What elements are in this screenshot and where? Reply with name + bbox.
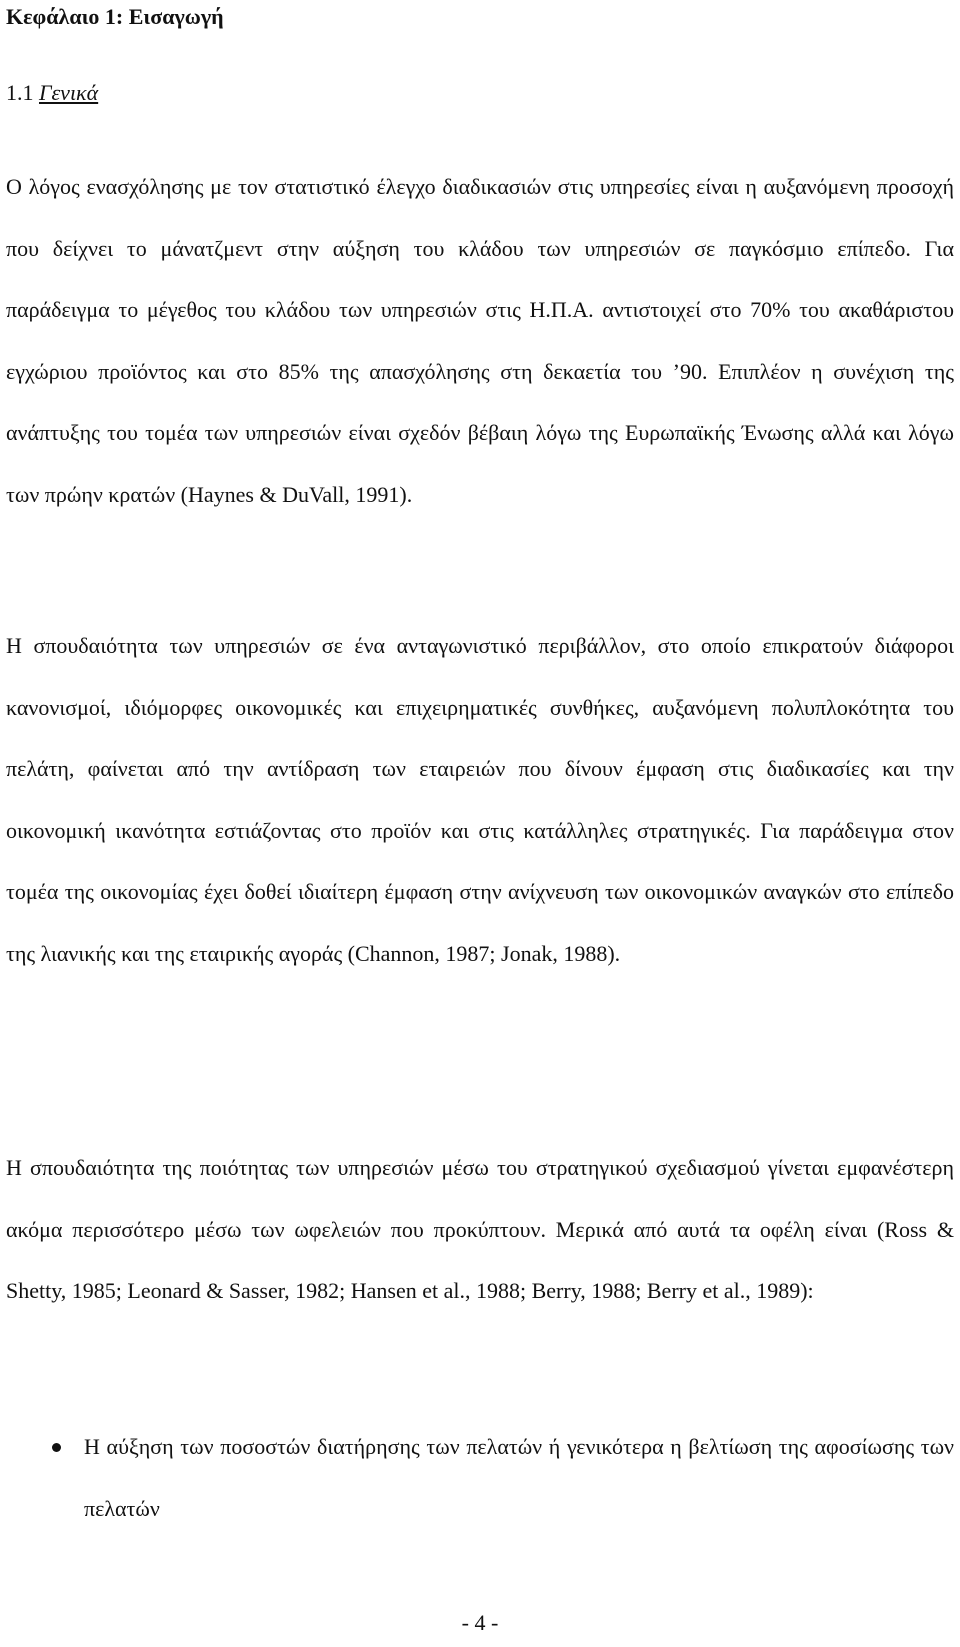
section-number: 1.1 bbox=[6, 80, 34, 105]
bullet-list bbox=[6, 1416, 954, 1540]
section-title: Γενικά bbox=[39, 80, 99, 105]
paragraph-3: Η σπουδαιότητα της ποιότητας των υπηρεσιών μέσω του στρατηγικού σχεδιασμού γίνεται εμφανέστερη ακόμα περισσότερο μέσω των ωφελειών που προκύπτουν. Μερικά από αυτά τα οφέλη είναι (Ross & Shetty, 1985; Leonard & Sasser, 1982; Hansen et al., 1988; Berry, 1988; Berry et al., 1989): bbox=[6, 1155, 954, 1303]
paragraph-1: Ο λόγος ενασχόλησης με τον στατιστικό έλεγχο διαδικασιών στις υπηρεσίες είναι η αυξανόμενη προσοχή που δείχνει το μάνατζμεντ στην αύξηση του κλάδου των υπηρεσιών σε παγκόσμιο επίπεδο. Για παράδειγμα το μέγεθος του κλάδου των υπηρεσιών στις Η.Π.Α. αντιστοιχεί στο 70% του ακαθάριστου εγχώριου προϊόντος και στο 85% της απασχόλησης στη δεκαετία του ’90. Επιπλέον η συνέχιση της ανάπτυξης του τομέα των υπηρεσιών είναι σχεδόν βέβαιη λόγω της Ευρωπαϊκής Ένωσης αλλά και λόγω των πρώην κρατών (Haynes & DuVall, 1991). bbox=[6, 174, 954, 507]
section-heading bbox=[6, 78, 98, 108]
paragraph-2: Η σπουδαιότητα των υπηρεσιών σε ένα ανταγωνιστικό περιβάλλον, στο οποίο επικρατούν διάφοροι κανονισμοί, ιδιόμορφες οικονομικές και επιχειρηματικές συνθήκες, αυξανόμενη πολυπλοκότητα του πελάτη, φαίνεται από την αντίδραση των εταιρειών που δίνουν έμφαση στις διαδικασίες και την οικονομική ικανότητα εστιάζοντας στο προϊόν και στις κατάλληλες στρατηγικές. Για παράδειγμα στον τομέα της οικονομίας έχει δοθεί ιδιαίτερη έμφαση στην ανίχνευση των οικονομικών αναγκών στο επίπεδο της λιανικής και της εταιρικής αγοράς (Channon, 1987; Jonak, 1988). bbox=[6, 633, 954, 966]
list-item-text: Η αύξηση των ποσοστών διατήρησης των πελατών ή γενικότερα η βελτίωση της αφοσίωσης των πελατών bbox=[84, 1434, 954, 1521]
bullet-icon bbox=[52, 1443, 61, 1452]
chapter-title: Κεφάλαιο 1: Εισαγωγή bbox=[6, 4, 224, 29]
page-number: - 4 - bbox=[461, 1610, 499, 1635]
list-item bbox=[6, 1416, 954, 1540]
